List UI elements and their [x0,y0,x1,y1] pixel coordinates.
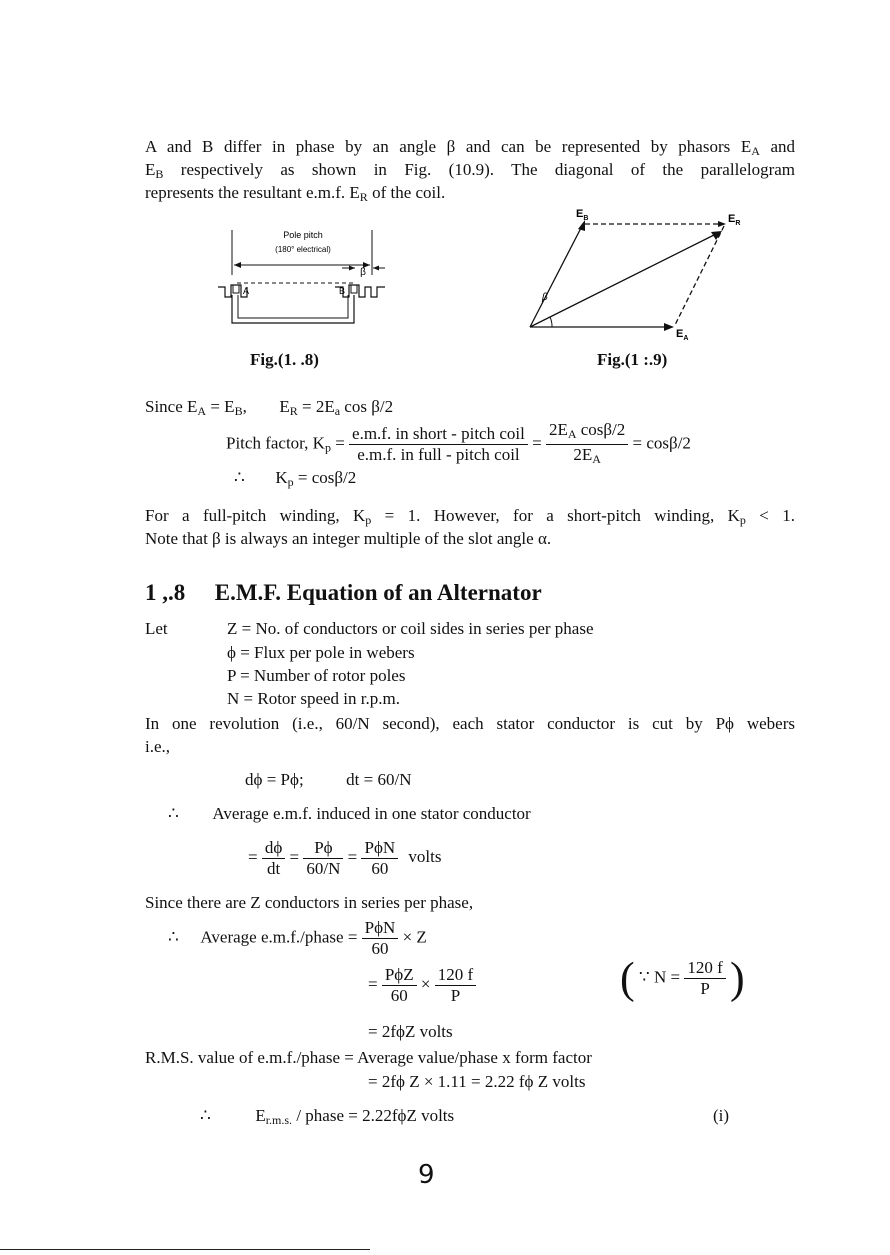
because-n-note: ( ∵ N = $\frac{120 f}{P}$ ) [620,953,745,1003]
since-line: Since $E_A = E_B$, $E_R = 2E_a$ cos β/2 [145,397,394,418]
avg-emf-formula: = $\frac{d\phi}{dt}$ = $\frac{P\phi}{60/N}$ = $\frac{\text{PϕN}}{60}$ volts [248,838,442,878]
step-3-formula: = 2fϕZ volts [368,1022,453,1041]
section-heading [145,580,542,606]
rms-line-1: R.M.S. value of e.m.f./phase = Average value/phase x form factor [145,1048,592,1067]
let-item-z: Z = No. of conductors or coil sides in series per phase [227,619,594,638]
pitch-factor-equation: Pitch factor, $K_p$ = $\frac{\text{e.m.f. in short - pitch coil}}{\text{e.m.f. in full - pitch coil}}$ = $\frac{2E_A \cos\beta/2}{2E_A}$ = cosβ/2 [226,420,691,466]
dphi-dt-line: dϕ = Pϕ; dt = 60/N [245,770,412,789]
paragraph-3-line-2: i.e., [145,737,171,756]
er-label: $E_R$ [728,213,741,227]
bottom-rule [0,1249,370,1250]
pole-pitch-label: Pole pitch [283,230,323,240]
avg-conductor-line: ∴ Average e.m.f. induced in one stator conductor [168,804,531,823]
step-2-formula: = $\frac{\text{PϕZ}}{60}$ × $\frac{120 f}{P}$ [368,965,476,1006]
paragraph-1-line-2: $E_B$ respectively as shown in Fig. (10.9). The diagonal of the parallelogram [145,160,795,181]
slot-a-label: A [243,286,250,296]
page-number: 9 [418,1160,435,1190]
electrical-angle-label: (180° electrical) [275,245,331,254]
fig-9-caption: Fig.(1 :.9) [597,350,668,369]
let-item-phi: ϕ = Flux per pole in webers [227,643,415,662]
rms-line-2: = 2fϕ Z × 1.11 = 2.22 fϕ Z volts [368,1072,586,1091]
beta-label: β [360,267,366,278]
kp-result: ∴ $K_p = \cos\beta/2$ [234,468,357,489]
let-item-p: P = Number of rotor poles [227,666,406,685]
paragraph-3-line-1: In one revolution (i.e., 60/N second), each stator conductor is cut by Pϕ webers [145,714,795,733]
paragraph-2-line-2: Note that β is always an integer multiple of the slot angle α. [145,529,552,548]
ea-label: $E_A$ [676,328,689,342]
paragraph-2-line-1: For a full-pitch winding, $K_p = 1$. However, for a short-pitch winding, $K_p < 1$. [145,506,796,527]
final-equation: ∴ $E_{r.m.s.}$ / phase = 2.22fϕZ volts [200,1106,455,1127]
coil-pitch-diagram [215,225,385,335]
paragraph-1-line-1: A and B differ in phase by an angle β and can be represented by phasors $E_A$ and [145,137,795,158]
section-number: 1 ,.8 [145,580,186,605]
equation-tag: (i) [713,1106,730,1125]
slot-b-label: B [339,286,346,296]
avg-emf-phase-line: ∴ Average e.m.f./phase = $\frac{\text{PϕN}}{60}$ × Z [168,918,427,958]
phasor-parallelogram-diagram [520,200,760,350]
let-item-n: N = Rotor speed in r.p.m. [227,689,400,708]
phasor-beta-label: β [542,292,548,303]
section-title: E.M.F. Equation of an Alternator [214,580,542,605]
paragraph-1-line-3: represents the resultant e.m.f. $E_R$ of the coil. [145,183,446,204]
series-conductors-line: Since there are Z conductors in series per phase, [145,893,474,912]
eb-label: $E_B$ [576,208,589,222]
let-label: Let [145,619,168,638]
fig-8-caption: Fig.(1. .8) [250,350,319,369]
